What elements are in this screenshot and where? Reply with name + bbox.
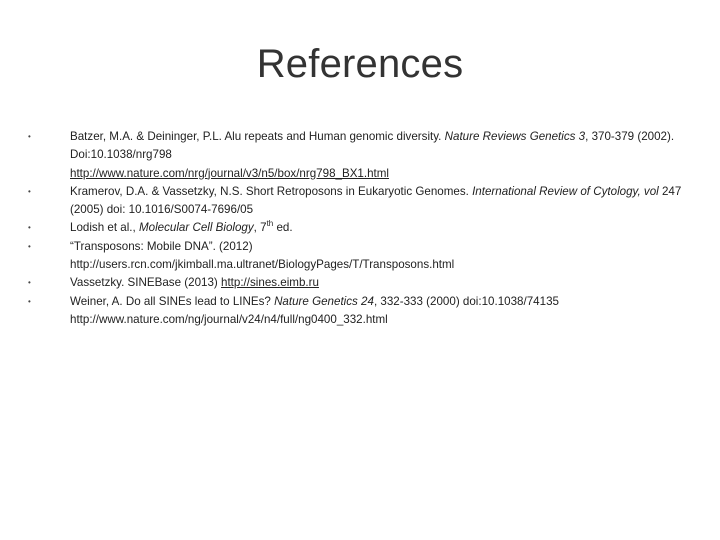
slide-title: References: [256, 42, 464, 86]
bullet-icon: •: [28, 241, 31, 251]
reference-link[interactable]: http://www.nature.com/nrg/journal/v3/n5/box/nrg798_BX1.html: [70, 166, 390, 180]
reference-authors: Batzer, M.A. & Deininger, P.L. Alu repeats and Human genomic diversity.: [70, 130, 445, 143]
reference-journal: Nature Genetics 24: [274, 294, 374, 308]
reference-details: , 332-333 (2000) doi:10.1038/74135: [373, 294, 559, 308]
reference-item: [28, 219, 698, 237]
reference-item: [28, 274, 698, 292]
reference-authors: Weiner, A. Do all SINEs lead to LINEs?: [70, 294, 275, 308]
reference-text: “Transposons: Mobile DNA”. (2012): [70, 239, 253, 253]
bullet-icon: •: [28, 296, 31, 306]
reference-item: [28, 238, 698, 275]
bullet-icon: •: [28, 223, 31, 233]
reference-link[interactable]: http://users.rcn.com/jkimball.ma.ultranet/BiologyPages/T/Transposons.html: [70, 258, 455, 272]
bullet-icon: •: [28, 278, 31, 288]
reference-journal: Molecular Cell Biology: [138, 221, 254, 235]
reference-item: [28, 128, 698, 183]
reference-superscript: th: [266, 219, 274, 229]
reference-journal: Nature Reviews Genetics 3: [444, 130, 586, 143]
reference-item: [28, 293, 698, 330]
reference-authors: Lodish et al.,: [70, 221, 139, 235]
reference-item: [28, 183, 698, 220]
reference-details: , 7: [253, 221, 267, 235]
reference-details: ed.: [273, 221, 293, 235]
bullet-icon: •: [28, 186, 31, 196]
reference-authors: Vassetzky. SINEBase (2013): [70, 276, 221, 290]
reference-list: [28, 128, 698, 329]
reference-link[interactable]: http://sines.eimb.ru: [221, 276, 319, 290]
reference-details: 247 (2005) doi: 10.1016/S0074-7696/05: [70, 184, 682, 217]
reference-journal: International Review of Cytology, vol: [472, 184, 659, 198]
reference-details: , 370-379 (2002). Doi:10.1038/nrg798: [70, 130, 675, 162]
reference-authors: Kramerov, D.A. & Vassetzky, N.S. Short Retroposons in Eukaryotic Genomes.: [70, 184, 473, 198]
reference-link[interactable]: http://www.nature.com/ng/journal/v24/n4/full/ng0400_332.html: [70, 312, 388, 326]
bullet-icon: •: [28, 132, 31, 141]
